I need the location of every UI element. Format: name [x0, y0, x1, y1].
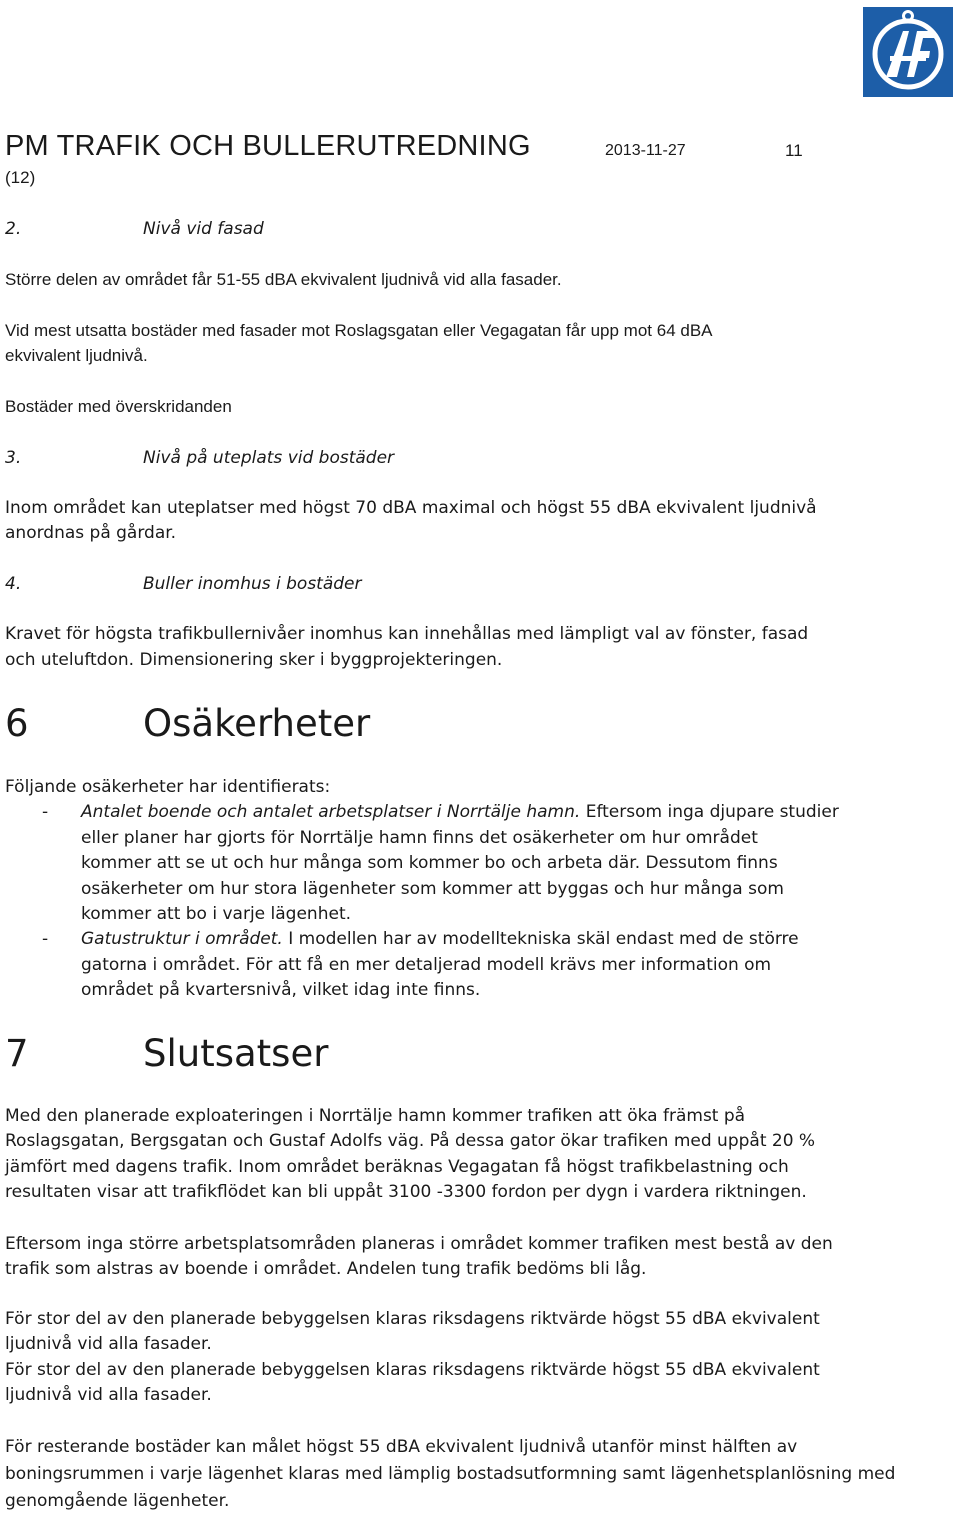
list-item-text: [81, 800, 839, 928]
list-line: [81, 927, 799, 953]
paragraph-line: resultaten visar att trafikflödet kan bli uppåt 3100 -3300 fordon per dygn i vardera riktningen.: [5, 1182, 807, 1202]
paragraph-line: boningsrummen i varje lägenhet klaras med lämplig bostadsutformning samt lägenhetsplanlösning med: [5, 1464, 896, 1484]
paragraph: Följande osäkerheter har identifierats:: [5, 777, 331, 797]
subsection-number: 2.: [5, 219, 22, 239]
paragraph-line: Eftersom inga större arbetsplatsområden planeras i området kommer trafiken mest bestå av den: [5, 1234, 833, 1254]
paragraph: Större delen av området får 51-55 dBA ekvivalent ljudnivå vid alla fasader.: [5, 270, 562, 289]
paragraph-line: Vid mest utsatta bostäder med fasader mot Roslagsgatan eller Vegagatan får upp mot 64 dBA: [5, 321, 713, 340]
chapter-number: 7: [5, 1032, 29, 1075]
paragraph-line: Roslagsgatan, Bergsgatan och Gustaf Adolfs väg. På dessa gator ökar trafiken med uppåt 20 %: [5, 1131, 816, 1151]
paragraph-line: genomgående lägenheter.: [5, 1491, 230, 1511]
subsection-2-heading: [0, 217, 900, 242]
paragraph-line: För resterande bostäder kan målet högst 55 dBA ekvivalent ljudnivå utanför minst hälften av: [5, 1437, 798, 1457]
paragraph-line: ljudnivå vid alla fasader.: [5, 1334, 212, 1354]
list-item-rest: Eftersom inga djupare studier: [580, 802, 839, 822]
paragraph-line: ekvivalent ljudnivå.: [5, 346, 148, 365]
subsection-number: 3.: [5, 448, 22, 468]
paragraph-line: ljudnivå vid alla fasader.: [5, 1385, 212, 1405]
chapter-7-heading: [0, 1032, 900, 1076]
list-item: [0, 800, 900, 928]
list-item-text: [81, 927, 799, 1004]
chapter-6-heading: [0, 702, 900, 746]
list-item-lead: Gatustruktur i området.: [81, 929, 283, 949]
paragraph-line: trafik som alstras av boende i området. Andelen tung trafik bedöms bli låg.: [5, 1259, 647, 1279]
paragraph-line: För stor del av den planerade bebyggelsen klaras riksdagens riktvärde högst 55 dBA ekvivalent: [5, 1309, 820, 1329]
list-bullet: -: [42, 929, 49, 949]
paragraph-line: och uteluftdon. Dimensionering sker i byggprojekteringen.: [5, 650, 503, 670]
paragraph-line: anordnas på gårdar.: [5, 523, 177, 543]
list-line: [81, 800, 839, 826]
paragraph: Bostäder med överskridanden: [5, 397, 232, 416]
document-date: 2013-11-27: [605, 142, 686, 159]
paragraph-line: Kravet för högsta trafikbullernivåer inomhus kan innehållas med lämpligt val av fönster, fasad: [5, 624, 809, 644]
page-total: (12): [5, 168, 36, 187]
list-item-lead: Antalet boende och antalet arbetsplatser i Norrtälje hamn.: [81, 802, 581, 822]
subsection-3-heading: [0, 446, 900, 471]
list-item: [0, 927, 900, 1004]
logo-crossbar: [890, 56, 926, 61]
list-item-rest: I modellen har av modelltekniska skäl endast med de större: [282, 929, 799, 949]
page-number: 11: [785, 141, 803, 160]
subsection-number: 4.: [5, 574, 22, 594]
chapter-number: 6: [5, 702, 29, 745]
list-line: osäkerheter om hur stora lägenheter som kommer att byggas och hur många som: [81, 878, 784, 899]
chapter-title: Osäkerheter: [143, 702, 371, 745]
subsection-title: Nivå vid fasad: [143, 219, 264, 239]
chapter-title: Slutsatser: [143, 1032, 329, 1075]
list-line: kommer att bo i varje lägenhet.: [81, 904, 352, 924]
paragraph-line: Inom området kan uteplatser med högst 70 dBA maximal och högst 55 dBA ekvivalent ljudnivå: [5, 498, 817, 518]
list-line: gatorna i området. För att få en mer detaljerad modell krävs mer information om: [81, 954, 772, 975]
paragraph-line: jämfört med dagens trafik. Inom området beräknas Vegagatan få högst trafikbelastning och: [5, 1157, 789, 1177]
subsection-title: Buller inomhus i bostäder: [143, 574, 362, 594]
list-line: området på kvartersnivå, vilket idag inte finns.: [81, 980, 481, 1000]
document-title: PM TRAFIK OCH BULLERUTREDNING: [5, 130, 531, 162]
list-line: eller planer har gjorts för Norrtälje hamn finns det osäkerheter om hur området: [81, 827, 758, 848]
paragraph-line: För stor del av den planerade bebyggelsen klaras riksdagens riktvärde högst 55 dBA ekvivalent: [5, 1360, 820, 1380]
subsection-4-heading: [0, 572, 900, 597]
subsection-title: Nivå på uteplats vid bostäder: [143, 448, 395, 468]
paragraph-line: Med den planerade exploateringen i Norrtälje hamn kommer trafiken att öka främst på: [5, 1106, 746, 1126]
company-logo: [863, 7, 953, 97]
list-bullet: -: [42, 802, 49, 822]
list-line: kommer att se ut och hur många som kommer bo och arbeta där. Dessutom finns: [81, 853, 778, 873]
